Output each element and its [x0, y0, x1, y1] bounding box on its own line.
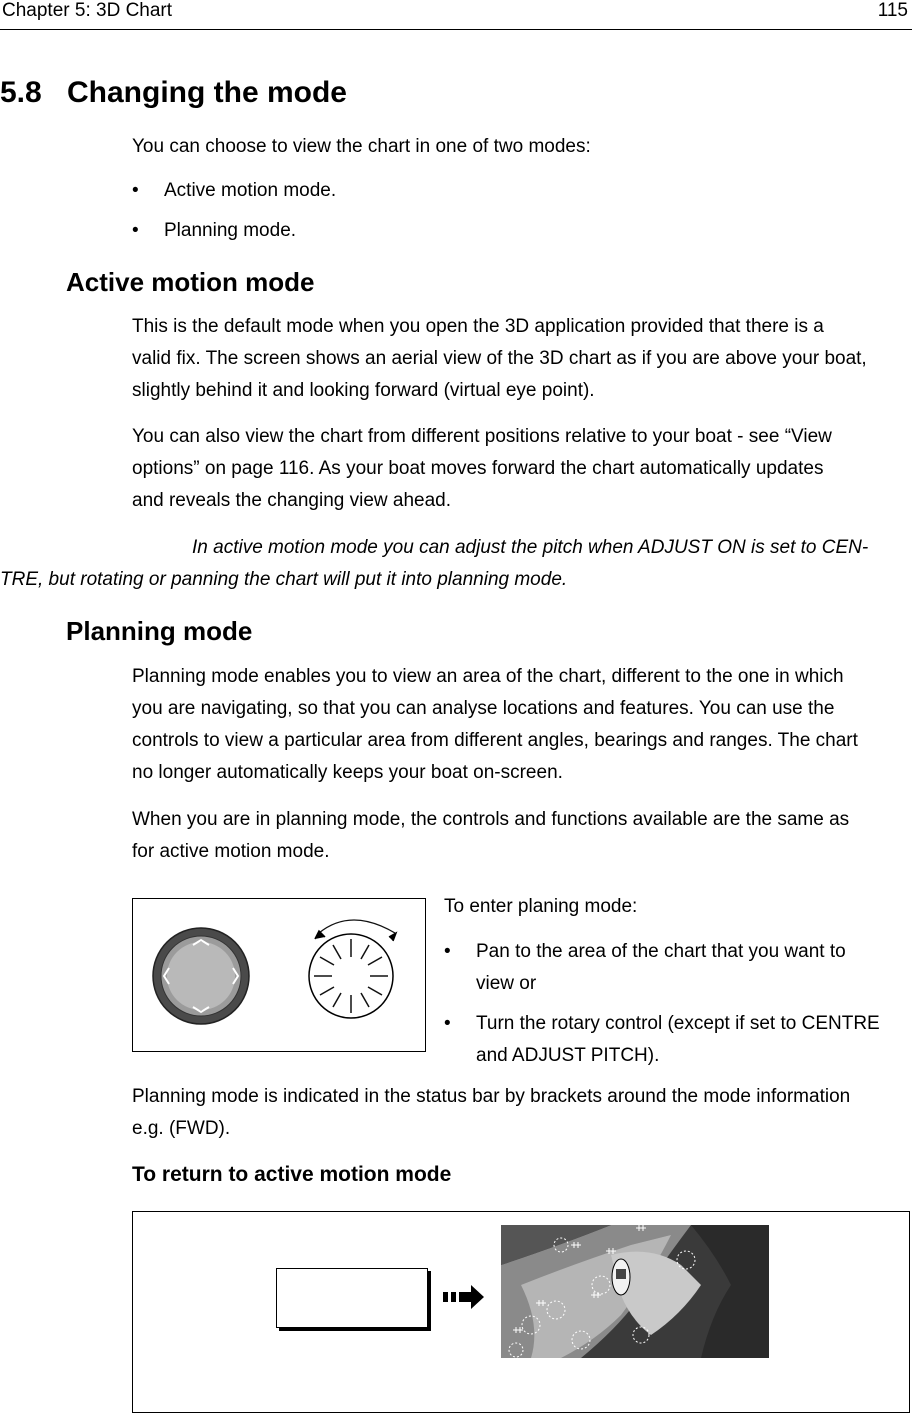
- section-heading: [0, 76, 347, 110]
- planning-paragraph-2: When you are in planning mode, the controls and functions available are the same as for active motion mode.: [132, 809, 850, 862]
- chart-screenshot-image: [501, 1225, 769, 1358]
- bullet: •: [132, 220, 139, 241]
- active-motion-paragraph-2: You can also view the chart from different positions relative to your boat - see “View options” on page 116. As your boat moves forward the chart automatically updates and reveals the changing view ahead.: [132, 426, 832, 511]
- active-motion-heading: Active motion mode: [66, 267, 315, 297]
- bullet: •: [444, 1013, 451, 1034]
- header-rule: [0, 29, 912, 30]
- bullet: •: [132, 180, 139, 201]
- enter-step: • Turn the rotary control (except if set to CENTRE and ADJUST PITCH).: [444, 1008, 912, 1072]
- trackpad-icon: [153, 928, 249, 1024]
- return-heading: To return to active motion mode: [132, 1163, 452, 1186]
- rotary-control-icon: [309, 920, 396, 1018]
- chapter-header: Chapter 5: 3D Chart: [2, 0, 173, 21]
- boat-icon: [612, 1259, 630, 1295]
- enter-step: • Pan to the area of the chart that you want to view or: [444, 936, 912, 1000]
- controls-drawing: [133, 899, 425, 1051]
- section-number: 5.8: [0, 76, 42, 109]
- arrow-right-icon: [443, 1284, 485, 1310]
- planning-paragraph-1: Planning mode enables you to view an area of the chart, different to the one in which you are navigating, so that you can analyse locations and features. You can use the controls to view a particular area from different angles, bearings and ranges. The chart no longer automatically keeps your boat on-screen.: [132, 666, 858, 783]
- enter-planning-intro: To enter planing mode:: [444, 896, 638, 917]
- return-illustration: [132, 1211, 910, 1413]
- page-number: 115: [877, 0, 908, 21]
- mode-list-item: • Planning mode.: [132, 215, 832, 247]
- mode-list-item: • Active motion mode.: [132, 175, 832, 207]
- intro-text: You can choose to view the chart in one of two modes:: [132, 136, 591, 157]
- status-bar-paragraph: Planning mode is indicated in the status bar by brackets around the mode information e.g. (FWD).: [132, 1086, 851, 1139]
- active-motion-note: In active motion mode you can adjust the pitch when ADJUST ON is set to CEN- TRE, but rotating or panning the chart will put it into planning mode.: [0, 537, 869, 590]
- active-motion-paragraph-1: This is the default mode when you open the 3D application provided that there is a valid fix. The screen shows an aerial view of the 3D chart as if you are above your boat, slightly behind it and looking forward (virtual eye point).: [132, 316, 867, 401]
- planning-heading: Planning mode: [66, 616, 253, 646]
- controls-illustration: [132, 898, 426, 1052]
- section-title: Changing the mode: [67, 76, 347, 109]
- softkey-button: [276, 1268, 428, 1328]
- bullet: •: [444, 941, 451, 962]
